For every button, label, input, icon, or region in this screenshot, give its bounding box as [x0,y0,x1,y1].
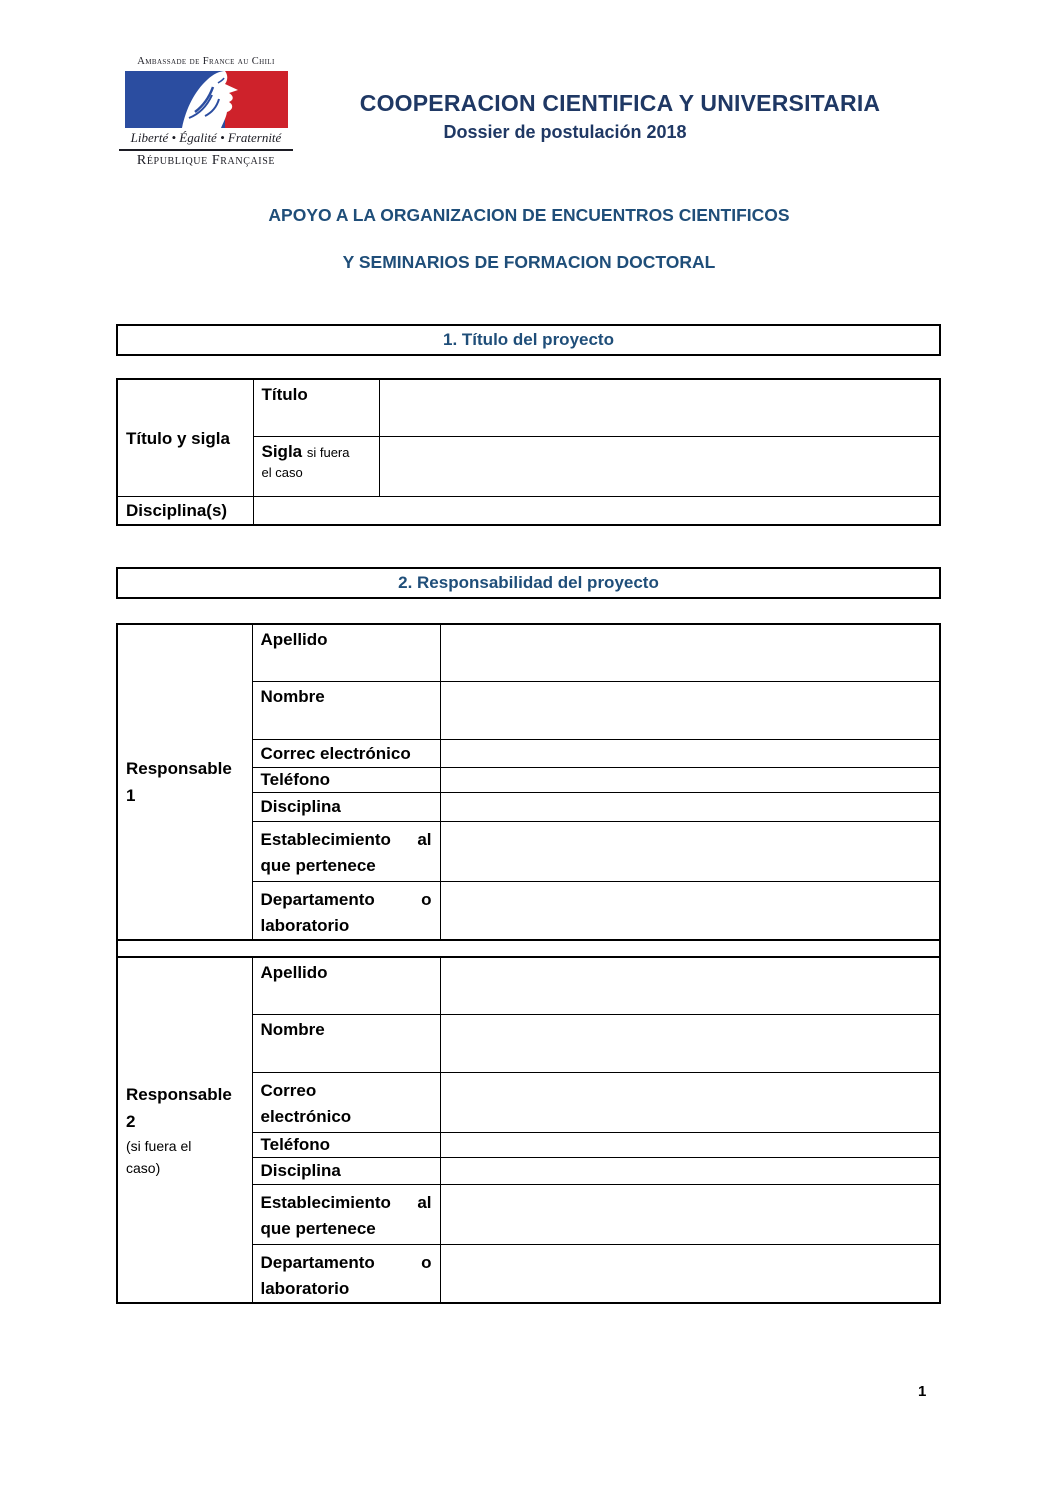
label-r2-disciplina: Disciplina [252,1158,440,1185]
embassy-logo [117,56,295,169]
table-row-r2-apellido [117,957,940,1015]
input-cell-r1-apellido[interactable] [440,624,940,682]
input-cell-r1-departamento[interactable] [440,882,940,941]
group-label-titulo-y-sigla: Título y sigla [117,379,253,497]
input-cell-r2-apellido[interactable] [440,957,940,1015]
logo-republic: République Française [136,153,276,168]
table-row-r1-apellido [117,624,940,682]
table-spacer-row [117,940,940,957]
label-r1-telefono: Teléfono [252,768,440,793]
table-row-titulo [117,379,940,437]
french-flag-marianne-icon [125,71,288,128]
label-r1-nombre: Nombre [252,682,440,740]
section1-header: 1. Título del proyecto [116,324,941,356]
input-cell-r2-departamento[interactable] [440,1245,940,1304]
input-cell-r2-correo[interactable] [440,1073,940,1133]
input-cell-r1-telefono[interactable] [440,768,940,793]
apoyo-heading-line1: APOYO A LA ORGANIZACION DE ENCUENTROS CIENTIFICOS [268,205,790,225]
input-cell-r1-correo[interactable] [440,740,940,768]
input-cell-sigla[interactable] [379,437,940,497]
label-r2-departamento: Departamento o laboratorio [252,1245,440,1304]
logo-divider [119,149,293,151]
page-number: 1 [918,1383,927,1400]
document-title: COOPERACION CIENTIFICA Y UNIVERSITARIA [359,90,881,116]
embassy-name: Ambassade de France au Chili [137,56,275,67]
input-cell-r2-nombre[interactable] [440,1015,940,1073]
label-r2-telefono: Teléfono [252,1133,440,1158]
label-r2-nombre: Nombre [252,1015,440,1073]
input-cell-r1-nombre[interactable] [440,682,940,740]
input-cell-disciplinas[interactable] [253,497,940,526]
logo-motto: Liberté • Égalité • Fraternité [130,130,282,145]
label-r1-correo: Correc electrónico [252,740,440,768]
input-cell-r2-establecimiento[interactable] [440,1185,940,1245]
document-subtitle: Dossier de postulación 2018 [443,122,687,142]
title-block [290,90,950,143]
responsables-table [116,623,941,1304]
input-cell-r1-disciplina[interactable] [440,793,940,822]
label-r2-correo: Correo electrónico [252,1073,440,1133]
label-r1-disciplina: Disciplina [252,793,440,822]
group-label-responsable-1: Responsable 1 [117,624,252,940]
input-cell-r2-disciplina[interactable] [440,1158,940,1185]
input-cell-titulo[interactable] [379,379,940,437]
label-disciplinas: Disciplina(s) [117,497,253,526]
apoyo-heading-line2: Y SEMINARIOS DE FORMACION DOCTORAL [342,252,716,272]
label-r2-establecimiento: Establecimiento al que pertenece [252,1185,440,1245]
label-r1-departamento: Departamento o laboratorio [252,882,440,941]
label-r1-apellido: Apellido [252,624,440,682]
spacer-cell [117,940,940,957]
label-sigla: Sigla si fuera el caso [253,437,379,497]
titulo-table [116,378,941,526]
group-label-responsable-2: Responsable 2 (si fuera el caso) [117,957,252,1303]
label-titulo: Título [253,379,379,437]
label-r1-establecimiento: Establecimiento al que pertenece [252,822,440,882]
label-r2-apellido: Apellido [252,957,440,1015]
table-row-disciplina [117,497,940,526]
input-cell-r1-establecimiento[interactable] [440,822,940,882]
section2-header: 2. Responsabilidad del proyecto [116,567,941,599]
input-cell-r2-telefono[interactable] [440,1133,940,1158]
